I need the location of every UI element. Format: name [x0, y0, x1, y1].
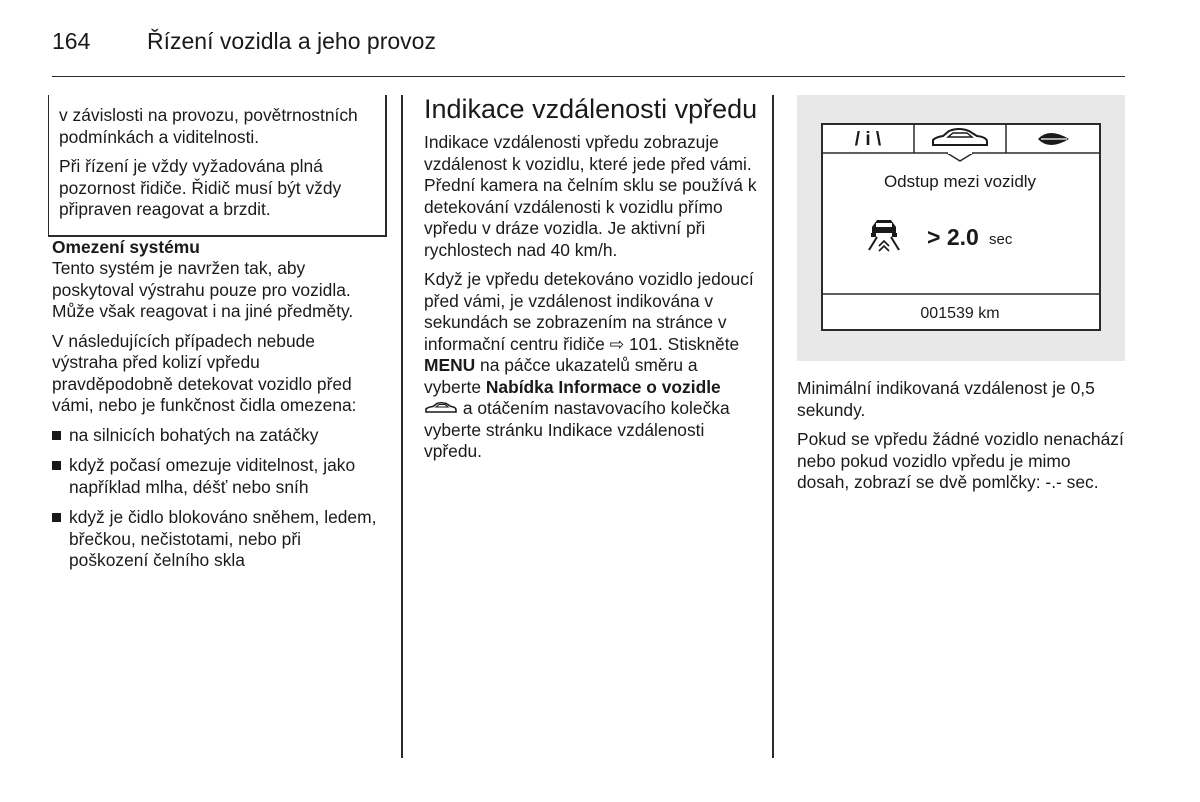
list-item: když je čidlo blokováno sněhem, ledem, břečkou, nečistotami, nebo při poškození čelního skla — [52, 507, 382, 572]
paragraph: Minimální indikovaná vzdálenost je 0,5 sekundy. — [797, 378, 1095, 420]
menu-item-label: Nabídka Informace o vozidle — [485, 376, 721, 397]
section-title: Indikace vzdálenosti vpředu — [424, 94, 758, 124]
road-info-tab-label: / i \ — [854, 129, 882, 150]
odometer-readout: 001539 km — [920, 305, 1000, 322]
column-right — [797, 378, 1127, 502]
chapter-title: Řízení vozidla a jeho provoz — [147, 28, 436, 54]
column-divider — [401, 95, 403, 758]
page-number: 164 — [52, 28, 91, 54]
limitations-list — [52, 425, 382, 572]
bullet-square-icon — [52, 461, 61, 470]
menu-button-label: MENU — [424, 355, 476, 375]
bullet-square-icon — [52, 513, 61, 522]
paragraph: Indikace vzdálenosti vpředu zobrazuje vzdálenost k vozidlu, které jede před vámi. Přední kamera na čelním sklu se používá k detekování vzdálenosti k vozidlu přímo vpředu v dráze vozidla. Je aktivní při rychlostech nad 40 km/h. — [424, 132, 757, 260]
distance-unit: sec — [989, 231, 1013, 248]
paragraph: Pokud se vpředu žádné vozidlo nenachází nebo pokud vozidlo vpředu je mimo dosah, zobrazí se dvě pomlčky: -.- sec. — [797, 429, 1124, 492]
page-ref-arrow-icon: ⇨ — [609, 333, 625, 354]
column-divider — [772, 95, 774, 758]
screen-title: Odstup mezi vozidly — [883, 172, 1037, 191]
column-left — [52, 95, 382, 581]
page-header — [52, 24, 1125, 77]
display-illustration — [797, 95, 1125, 361]
bullet-square-icon — [52, 431, 61, 440]
notice-box — [48, 95, 387, 237]
list-item: když počasí omezuje viditelnost, jako například mlha, déšť nebo sníh — [52, 455, 382, 498]
column-middle — [424, 95, 759, 471]
notice-text: Při řízení je vždy vyžadována plná pozornost řidiče. Řidič musí být vždy připraven reagovat a brzdit. — [59, 156, 342, 219]
subheading-system-limits: Omezení systému — [52, 236, 200, 257]
notice-text: v závislosti na provozu, povětrnostních podmínkách a viditelnosti. — [59, 105, 358, 147]
paragraph: Když je vpředu detekováno vozidlo jedoucí před vámi, je vzdálenost indikována v sekundách se zobrazením na stránce v informační centru řidiče ⇨ 101. Stiskněte MENU na páčce ukazatelů směru a vyberte Nabídka Informace o vozidle a otáčením nastavovacího kolečka vyberte stránku Indikace vzdálenosti vpředu. — [424, 269, 754, 461]
distance-value: > 2.0 — [927, 224, 979, 250]
paragraph: Tento systém je navržen tak, aby poskytoval výstrahu pouze pro vozidla. Může však reagovat i na jiné předměty. — [52, 258, 354, 321]
list-item: na silnicích bohatých na zatáčky — [52, 425, 382, 447]
paragraph: V následujících případech nebude výstraha před kolizí vpředu pravděpodobně detekovat vozidlo před vámi, nebo je funkčnost čidla omezena: — [52, 330, 357, 415]
car-icon — [424, 401, 458, 415]
